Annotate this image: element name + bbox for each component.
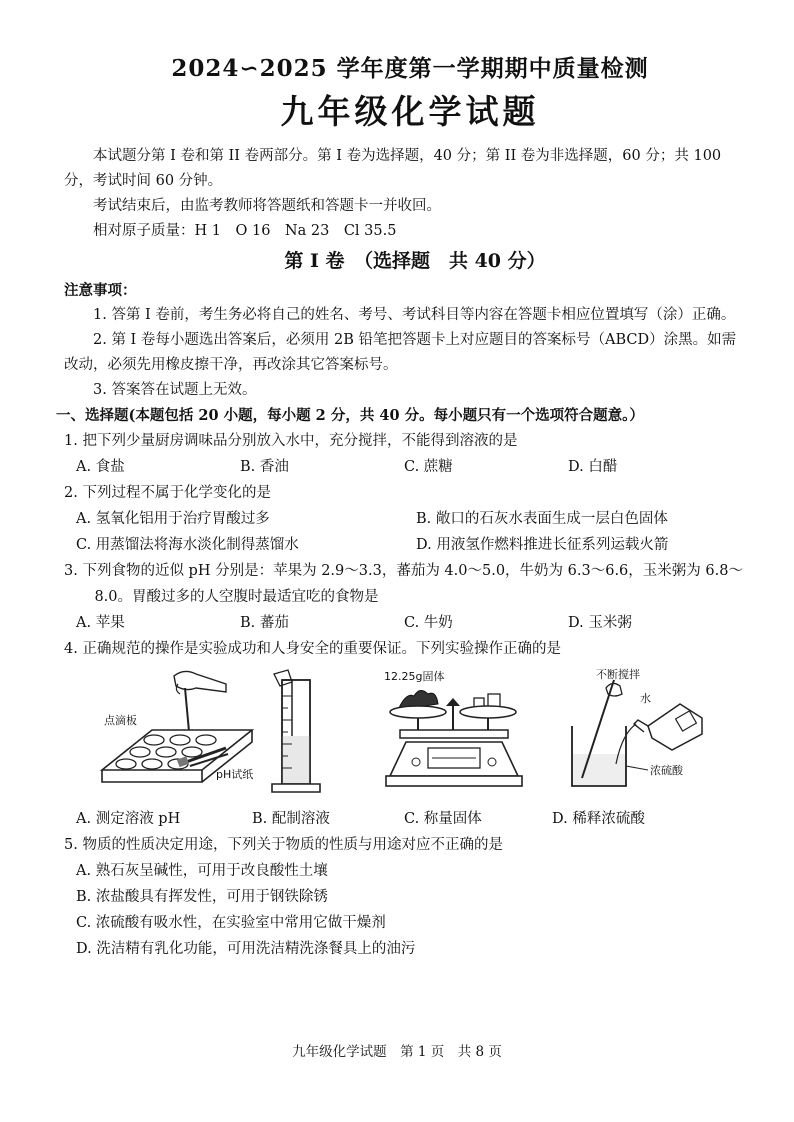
q3-option-c: C. 牛奶 xyxy=(404,615,453,631)
page-footer: 九年级化学试题 第 1 页 共 8 页 xyxy=(292,1044,502,1060)
label-spot-plate: 点滴板 xyxy=(104,714,137,727)
q1-option-b: B. 香油 xyxy=(240,459,289,475)
q5-option-c: C. 浓硫酸有吸水性，在实验室中常用它做干燥剂 xyxy=(76,915,386,931)
figure-spot-plate xyxy=(82,666,258,806)
q4-option-b: B. 配制溶液 xyxy=(252,811,330,827)
part-heading: 一、选择题(本题包括 20 小题，每小题 2 分，共 40 分。每小题只有一个选项符合题意。） xyxy=(56,407,644,424)
spot-plate-drawing xyxy=(82,666,258,806)
note-item-1: 1. 答第 I 卷前，考生务必将自己的姓名、考号、考试科目等内容在答题卡相应位置填写（涂）正确。 xyxy=(93,307,736,323)
label-solid-mass: 12.25g固体 xyxy=(384,670,445,683)
note-item-2: 2. 第 I 卷每小题选出答案后，必须用 2B 铅笔把答题卡上对应题目的答案标号（ABCD）涂黑。如需改动，必须先用橡皮擦干净，再改涂其它答案标号。 xyxy=(64,332,737,373)
exam-title-subject: 九年级化学试题 xyxy=(280,92,540,131)
label-conc-acid: 浓硫酸 xyxy=(650,764,683,777)
question-5-stem: 5. 物质的性质决定用途，下列关于物质的性质与用途对应不正确的是 xyxy=(64,837,503,853)
figure-balance xyxy=(376,666,552,806)
question-1-options xyxy=(64,454,746,480)
question-3-options xyxy=(64,610,746,636)
q4-option-a: A. 测定溶液 pH xyxy=(76,811,181,827)
q2-option-d: D. 用液氢作燃料推进长征系列运载火箭 xyxy=(416,537,669,553)
label-ph-paper: pH试纸 xyxy=(216,768,254,781)
q1-option-d: D. 白醋 xyxy=(568,459,618,475)
note-item-3: 3. 答案答在试题上无效。 xyxy=(93,382,257,398)
question-2-options-row-1 xyxy=(64,506,746,532)
q1-option-a: A. 食盐 xyxy=(76,459,125,475)
intro-paragraph-2: 考试结束后，由监考教师将答题纸和答题卡一并收回。 xyxy=(93,198,441,214)
q3-stem-text: 3. 下列食物的近似 pH 分别是：苹果为 2.9～3.3，蕃茄为 4.0～5.0，牛奶为 6.3～6.6，玉米粥为 6.8～8.0。胃酸过多的人空腹时最适宜吃的食物是 xyxy=(64,563,743,605)
label-water: 水 xyxy=(640,692,651,705)
q5-option-a: A. 熟石灰呈碱性，可用于改良酸性土壤 xyxy=(76,863,328,879)
q1-option-c: C. 蔗糖 xyxy=(404,459,453,475)
label-stir: 不断搅拌 xyxy=(596,668,640,681)
intro-paragraph-3: 相对原子质量：H 1 O 16 Na 23 Cl 35.5 xyxy=(93,223,397,239)
q2-option-c: C. 用蒸馏法将海水淡化制得蒸馏水 xyxy=(76,537,299,553)
question-4-figures xyxy=(64,666,746,806)
question-4-options xyxy=(64,806,746,832)
notes-heading: 注意事项： xyxy=(64,282,137,299)
q3-option-b: B. 蕃茄 xyxy=(240,615,289,631)
q4-option-c: C. 称量固体 xyxy=(404,811,482,827)
q5-option-b: B. 浓盐酸具有挥发性，可用于钢铁除锈 xyxy=(76,889,328,905)
question-2-stem: 2. 下列过程不属于化学变化的是 xyxy=(64,485,271,501)
q5-option-d: D. 洗洁精有乳化功能，可用洗洁精洗涤餐具上的油污 xyxy=(76,941,416,957)
q2-option-b: B. 敞口的石灰水表面生成一层白色固体 xyxy=(416,511,668,527)
section-title: 第 I 卷 （选择题 共 40 分） xyxy=(284,250,546,272)
q3-option-a: A. 苹果 xyxy=(76,615,125,631)
figure-graduated-cylinder xyxy=(258,666,376,806)
q2-option-a: A. 氢氧化铝用于治疗胃酸过多 xyxy=(76,511,270,527)
q3-option-d: D. 玉米粥 xyxy=(568,615,632,631)
balance-drawing xyxy=(376,666,552,806)
figure-acid-dilution xyxy=(552,666,728,806)
exam-title-period: 2024∽2025 学年度第一学期期中质量检测 xyxy=(171,55,649,82)
cylinder-drawing xyxy=(258,666,376,806)
question-1-stem: 1. 把下列少量厨房调味品分别放入水中，充分搅拌，不能得到溶液的是 xyxy=(64,433,518,449)
question-4-stem: 4. 正确规范的操作是实验成功和人身安全的重要保证。下列实验操作正确的是 xyxy=(64,641,561,657)
intro-paragraph-1: 本试题分第 I 卷和第 II 卷两部分。第 I 卷为选择题，40 分；第 II 卷为非选择题，60 分；共 100 分，考试时间 60 分钟。 xyxy=(64,148,722,189)
dilution-drawing xyxy=(552,666,728,806)
question-2-options-row-2 xyxy=(64,532,746,558)
question-3-stem xyxy=(64,558,746,610)
q4-option-d: D. 稀释浓硫酸 xyxy=(552,811,645,827)
